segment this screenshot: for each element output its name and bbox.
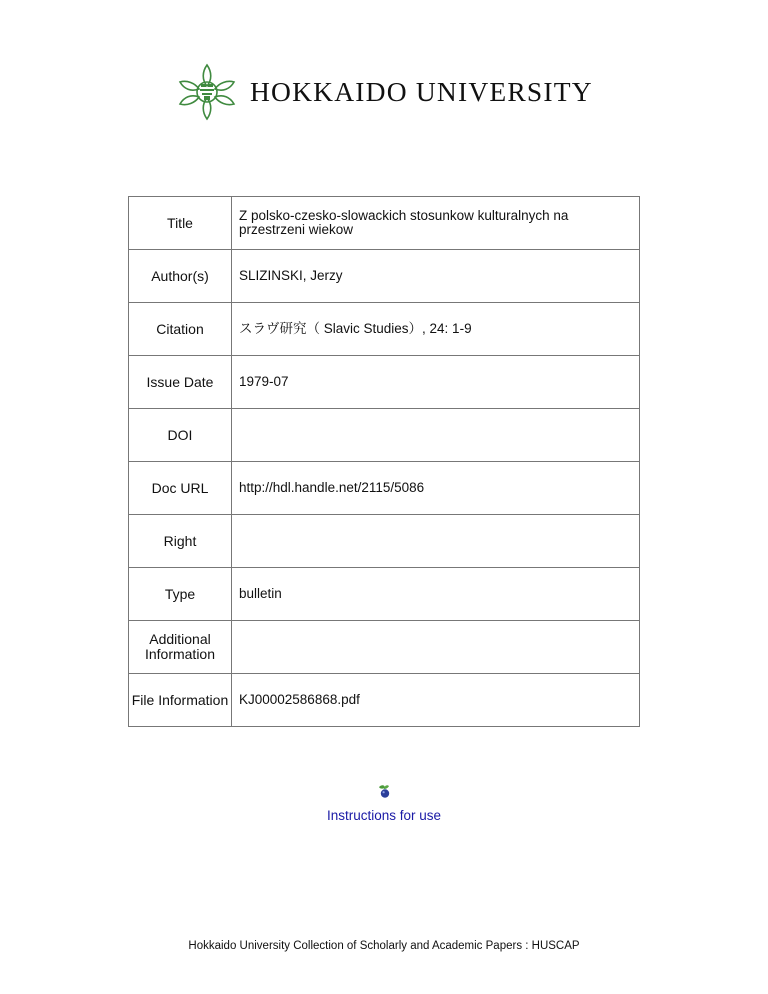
row-label-issue-date: Issue Date xyxy=(129,356,232,409)
row-value-doc-url[interactable]: http://hdl.handle.net/2115/5086 xyxy=(232,462,640,515)
row-label-doi: DOI xyxy=(129,409,232,462)
row-value-type: bulletin xyxy=(232,568,640,621)
row-label-citation: Citation xyxy=(129,303,232,356)
metadata-table xyxy=(128,196,640,727)
row-label-additional-information: Additional Information xyxy=(129,621,232,674)
table-row xyxy=(129,250,640,303)
row-label-file-information: File Information xyxy=(129,674,232,727)
hokkaido-university-emblem-icon xyxy=(176,62,238,122)
header-logo xyxy=(176,62,593,122)
table-row xyxy=(129,621,640,674)
row-label-title: Title xyxy=(129,197,232,250)
university-name: HOKKAIDO UNIVERSITY xyxy=(250,76,593,107)
row-label-doc-url: Doc URL xyxy=(129,462,232,515)
table-row xyxy=(129,303,640,356)
table-row xyxy=(129,462,640,515)
row-value-file-information: KJ00002586868.pdf xyxy=(232,674,640,727)
title-text: Z polsko-czesko-slowackich stosunkow kulturalnych na przestrzeni wiekow xyxy=(239,208,569,237)
row-value-additional-information xyxy=(232,621,640,674)
row-value-right xyxy=(232,515,640,568)
row-value-citation: スラヴ研究（ Slavic Studies）, 24: 1-9 xyxy=(232,303,640,356)
table-row xyxy=(129,197,640,250)
row-label-type: Type xyxy=(129,568,232,621)
row-value-issue-date: 1979-07 xyxy=(232,356,640,409)
table-row xyxy=(129,356,640,409)
row-value-doi xyxy=(232,409,640,462)
leaf-berry-icon xyxy=(376,783,392,799)
table-row xyxy=(129,568,640,621)
footer-text: Hokkaido University Collection of Scholarly and Academic Papers : HUSCAP xyxy=(188,940,580,952)
row-label-right: Right xyxy=(129,515,232,568)
table-row xyxy=(129,674,640,727)
instructions-block xyxy=(0,783,768,823)
table-row xyxy=(129,515,640,568)
row-label-authors: Author(s) xyxy=(129,250,232,303)
row-value-authors: SLIZINSKI, Jerzy xyxy=(232,250,640,303)
row-value-title xyxy=(232,197,640,250)
instructions-for-use-link[interactable]: Instructions for use xyxy=(326,808,442,823)
table-row xyxy=(129,409,640,462)
